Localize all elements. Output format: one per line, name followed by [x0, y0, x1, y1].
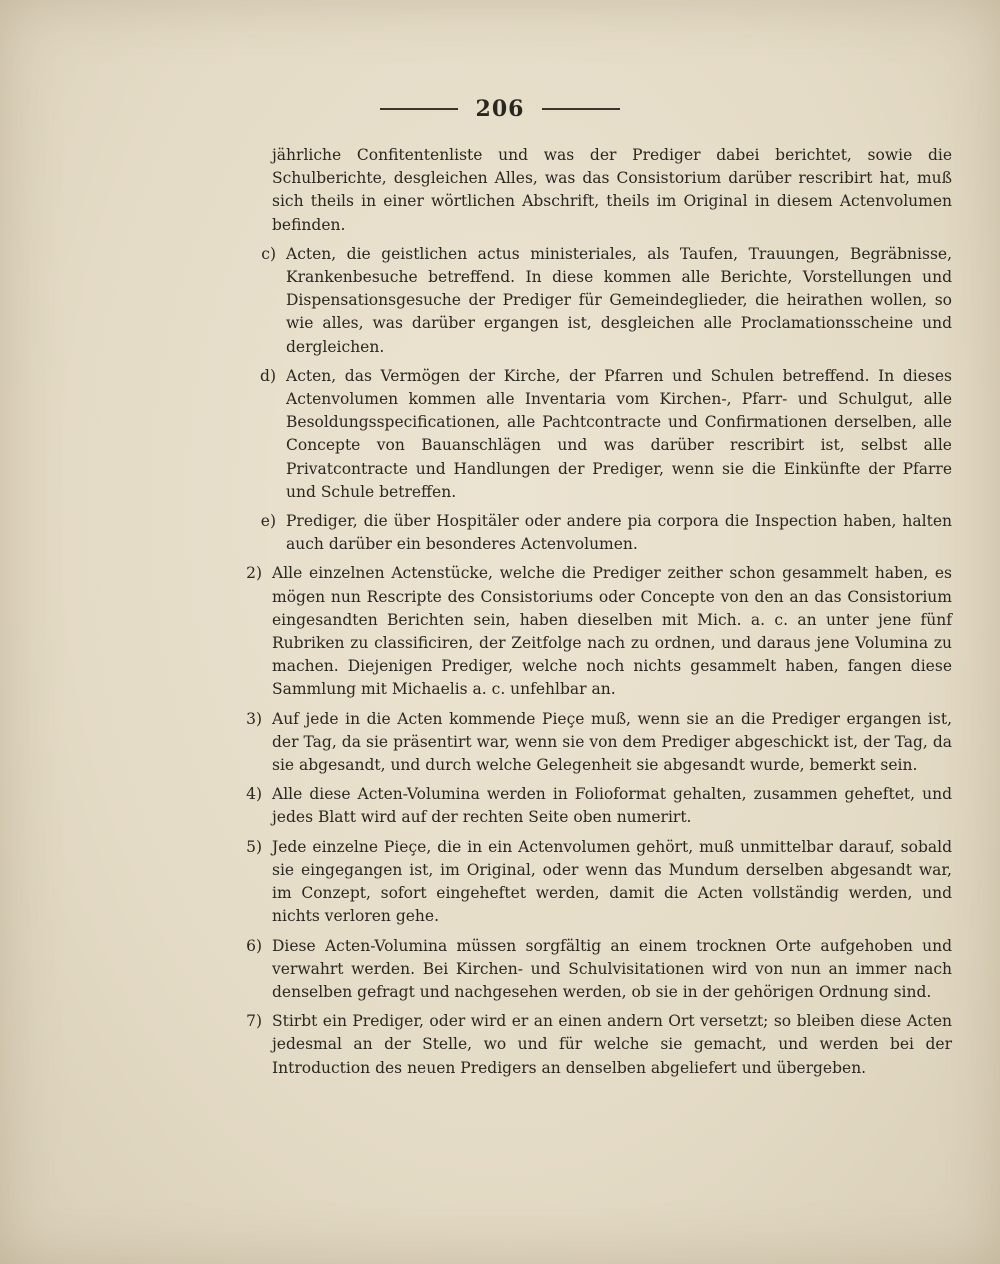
- item-text: Jede einzelne Pieçe, die in ein Actenvolumen gehört, muß unmittelbar darauf, sobald sie eingegangen ist, im Original, oder wenn das Mundum derselben abgesandt war, im Conzept, sofort eingeheftet werden, damit die Acten vollständig werden, und nichts verloren gehe.: [272, 837, 952, 926]
- item-text: Diese Acten-Volumina müssen sorgfältig an einem trocknen Orte aufgehoben und verwahrt werden. Bei Kirchen- und Schulvisitationen wird von nun an immer nach denselben gefragt und nachgesehen werden, ob sie in der gehörigen Ordnung sind.: [272, 936, 952, 1001]
- item-text: Auf jede in die Acten kommende Pieçe muß, wenn sie an die Prediger ergangen ist, der Tag, da sie präsentirt war, wenn sie von dem Prediger abgeschickt ist, der Tag, da sie abgesandt, und durch welche Gelegenheit sie abgesandt wurde, bemerkt sein.: [272, 709, 952, 775]
- item-5: [200, 836, 952, 929]
- item-text: Stirbt ein Prediger, oder wird er an einen andern Ort versetzt; so bleiben diese Acten jedesmal an der Stelle, wo und für welche sie gemacht, und werden bei der Introduction des neuen Predigers an denselben abgeliefert und übergeben.: [272, 1012, 952, 1077]
- item-marker: 7): [246, 1012, 262, 1031]
- item-marker: 3): [246, 709, 262, 728]
- sub-item-text: Acten, die geistlichen actus ministeriales, als Taufen, Trauungen, Begräbnisse, Krankenbesuche betreffend. In diese kommen alle Berichte, Vorstellungen und Dispensationsgesuche der Prediger für Gemeindeglieder, die heirathen wollen, so wie alles, was darüber ergangen ist, desgleichen alle Proclamationsscheine und dergleichen.: [286, 244, 952, 356]
- item-marker: 6): [246, 936, 262, 955]
- page-number: 206: [475, 96, 525, 122]
- item-text: Alle diese Acten-Volumina werden in Folioformat gehalten, zusammen geheftet, und jedes Blatt wird auf der rechten Seite oben numerirt.: [272, 785, 952, 827]
- item-3: [200, 708, 952, 778]
- item-6: [200, 935, 952, 1005]
- sub-item-e: [200, 510, 952, 556]
- page-body: [200, 144, 952, 1086]
- item-text: Alle einzelnen Actenstücke, welche die Prediger zeither schon gesammelt haben, es mögen nun Rescripte des Consistoriums oder Concepte von den an das Consistorium eingesandten Berichten sein, haben dieselben mit Mich. a. c. an unter jene fünf Rubriken zu classificiren, der Zeitfolge nach zu ordnen, und daraus jene Volumina zu machen. Diejenigen Prediger, welche noch nichts gesammelt haben, fangen diese Sammlung mit Michaelis a. c. unfehlbar an.: [272, 564, 952, 699]
- item-2: [200, 562, 952, 701]
- page-header: [0, 96, 1000, 122]
- sub-item-marker: d): [260, 366, 276, 385]
- item-4: [200, 783, 952, 829]
- sub-item-text: Prediger, die über Hospitäler oder andere pia corpora die Inspection haben, halten auch darüber ein besonderes Actenvolumen.: [286, 512, 952, 554]
- item-marker: 4): [246, 785, 262, 804]
- sub-item-d: [200, 365, 952, 504]
- sub-item-c: [200, 243, 952, 359]
- sub-item-marker: c): [261, 244, 276, 263]
- item-marker: 5): [246, 837, 262, 856]
- sub-item-text: Acten, das Vermögen der Kirche, der Pfarren und Schulen betreffend. In dieses Actenvolumen kommen alle Inventaria vom Kirchen-, Pfarr- und Schulgut, alle Besoldungsspecificationen, alle Pachtcontracte und Confirmationen derselben, alle Concepte von Bauanschlägen und was darüber rescribirt ist, selbst alle Privatcontracte und Handlungen der Prediger, wenn sie die Einkünfte der Pfarre und Schule betreffen.: [286, 366, 952, 501]
- header-rule-left: [380, 108, 458, 110]
- item-marker: 2): [246, 564, 262, 583]
- continued-paragraph: jährliche Confitentenliste und was der Prediger dabei berichtet, sowie die Schulberichte, desgleichen Alles, was das Consistorium darüber rescribirt hat, muß sich theils in einer wörtlichen Abschrift, theils im Original in diesem Actenvolumen befinden.: [272, 146, 952, 234]
- header-rule-right: [542, 108, 620, 110]
- item-7: [200, 1010, 952, 1080]
- sub-item-marker: e): [260, 512, 276, 531]
